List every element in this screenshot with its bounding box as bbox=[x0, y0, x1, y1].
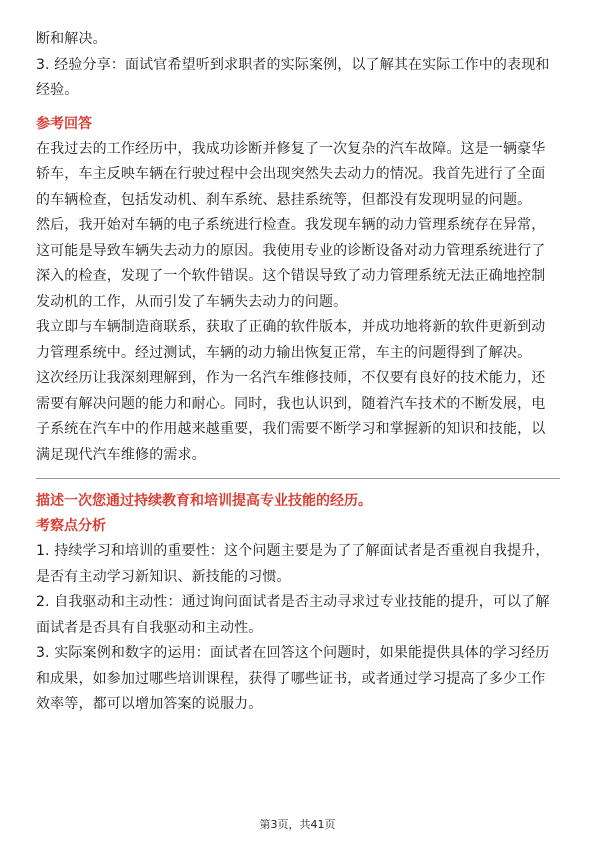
text-line: 满足现代汽车维修的需求。 bbox=[36, 446, 206, 463]
question-section bbox=[36, 489, 564, 718]
text-line: 1. 持续学习和培训的重要性：这个问题主要是为了了解面试者是否重视自我提升， bbox=[36, 543, 550, 559]
text-line: 我立即与车辆制造商联系，获取了正确的软件版本，并成功地将新的软件更新到动 bbox=[36, 319, 546, 335]
text-line: 经验。 bbox=[36, 82, 79, 98]
question-title: 描述一次您通过持续教育和培训提高专业技能的经历。 bbox=[36, 493, 372, 509]
page-number: 第3页，共41页 bbox=[259, 818, 336, 831]
text-line: 需要有解决问题的能力和耐心。同时，我也认识到，随着汽车技术的不断发展，电 bbox=[36, 395, 546, 412]
text-line: 轿车，车主反映车辆在行驶过程中会出现突然失去动力的情况。我首先进行了全面 bbox=[36, 166, 546, 182]
text-line: 子系统在汽车中的作用越来越重要，我们需要不断学习和掌握新的知识和技能，以 bbox=[36, 421, 546, 437]
intro-block bbox=[36, 27, 564, 104]
text-line: 是否有主动学习新知识、新技能的习惯。 bbox=[36, 568, 291, 585]
text-line: 深入的检查，发现了一个软件错误。这个错误导致了动力管理系统无法正确地控制 bbox=[36, 268, 546, 284]
text-line: 2. 自我驱动和主动性：通过询问面试者是否主动寻求过专业技能的提升，可以了解 bbox=[36, 594, 550, 610]
text-line: 在我过去的工作经历中，我成功诊断并修复了一次复杂的汽车故障。这是一辆豪华 bbox=[36, 140, 546, 157]
document-page bbox=[36, 27, 564, 718]
reference-answer-heading: 参考回答 bbox=[36, 115, 92, 132]
text-line: 发动机的工作，从而引发了车辆失去动力的问题。 bbox=[36, 293, 348, 310]
text-line: 和成果，如参加过哪些培训课程，获得了哪些证书，或者通过学习提高了多少工作 bbox=[36, 670, 546, 687]
text-line: 力管理系统中。经过测试，车辆的动力输出恢复正常，车主的问题得到了解决。 bbox=[36, 344, 532, 361]
text-line: 这次经历让我深刻理解到，作为一名汽车维修技师，不仅要有良好的技术能力，还 bbox=[36, 370, 546, 386]
reference-answer-section bbox=[36, 112, 564, 469]
text-line: 效率等，都可以增加答案的说服力。 bbox=[36, 696, 263, 712]
text-line: 然后，我开始对车辆的电子系统进行检查。我发现车辆的动力管理系统存在异常， bbox=[36, 217, 546, 233]
analysis-heading: 考察点分析 bbox=[36, 518, 106, 534]
text-line: 断和解决。 bbox=[36, 31, 107, 47]
text-line: 的车辆检查，包括发动机、刹车系统、悬挂系统等，但都没有发现明显的问题。 bbox=[36, 191, 532, 208]
text-line: 3. 实际案例和数字的运用：面试者在回答这个问题时，如果能提供具体的学习经历 bbox=[36, 645, 550, 661]
text-line: 3. 经验分享：面试官希望听到求职者的实际案例，以了解其在实际工作中的表现和 bbox=[36, 56, 550, 73]
text-line: 面试者是否具有自我驱动和主动性。 bbox=[36, 619, 263, 636]
text-line: 这可能是导致车辆失去动力的原因。我使用专业的诊断设备对动力管理系统进行了 bbox=[36, 242, 546, 259]
section-divider bbox=[36, 478, 560, 479]
